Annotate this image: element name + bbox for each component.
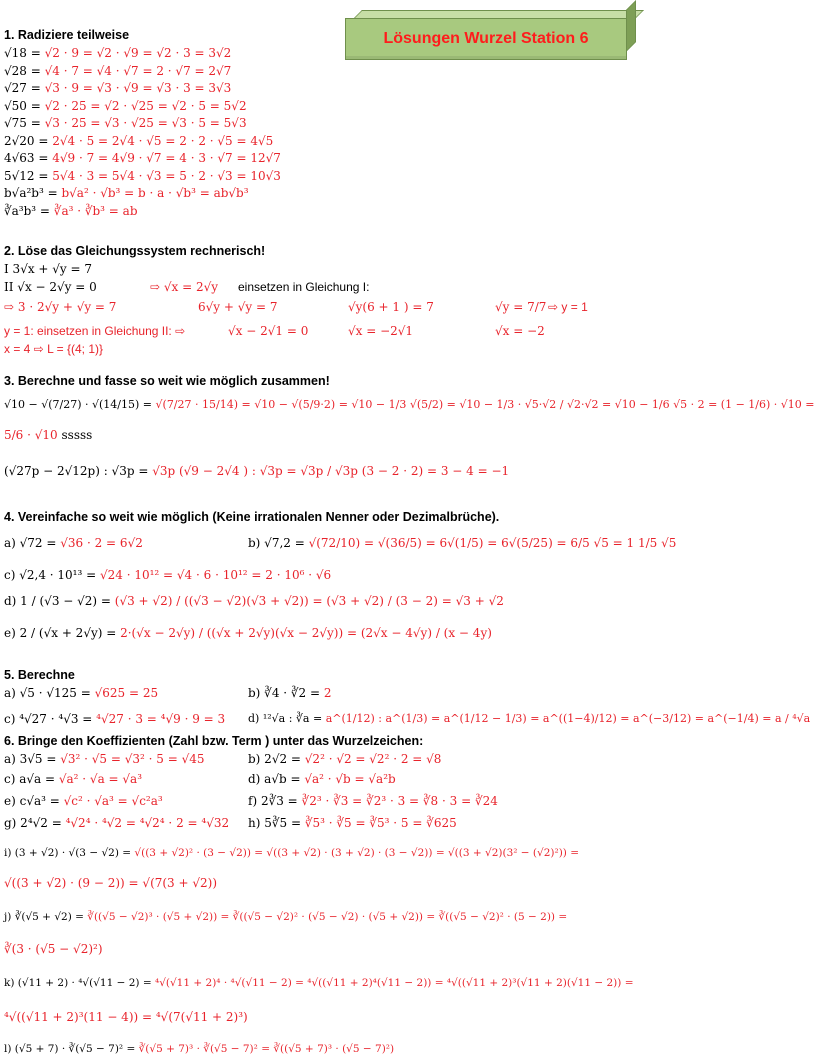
s1-row-left: 5√12 = [4, 168, 49, 183]
s1-row [4, 186, 249, 200]
s1-row-right: √4 · 7 = √4 · √7 = 2 · √7 = 2√7 [40, 63, 232, 78]
s6-k-line-1 [4, 976, 634, 990]
s4-c-right: √24 · 10¹² = √4 · 6 · 10¹² = 2 · 10⁶ · √6 [96, 568, 332, 582]
s6-f [248, 794, 498, 808]
substitution: ⇨ √x = 2√y [150, 280, 219, 294]
s1-row [4, 81, 231, 95]
s1-row [4, 151, 281, 165]
s6-e [4, 794, 163, 808]
s6-d-left: d) a√b = [248, 772, 301, 786]
s6-j-line-2: ∛(3 · (√5 − √2)²) [4, 942, 103, 956]
s6-g [4, 816, 229, 830]
s6-d [248, 772, 396, 786]
s4-d [4, 594, 504, 608]
section-4-heading: 4. Vereinfache so weit wie möglich (Keine irrationalen Nenner oder Dezimalbrüche). [4, 510, 500, 524]
s1-row-left: √18 = [4, 46, 41, 60]
s6-h-left: h) 5∛5 = [248, 816, 302, 830]
solution-set: x = 4 ⇨ L = {(4; 1)} [4, 342, 103, 356]
s4-b-right: √(72/10) = √(36/5) = 6√(1/5) = 6√(5/25) = 6/5 √5 = 1 1/5 √5 [304, 536, 677, 550]
equation-I: I 3√x + √y = 7 [4, 262, 93, 276]
substitution-note: einsetzen in Gleichung I: [238, 280, 370, 294]
s5-d-right: a^(1/12) : a^(1/3) = a^(1/12 − 1/3) = a^((1−4)/12) = a^(−3/12) = a^(−1/4) = a / ⁴√a [322, 712, 811, 725]
s4-c [4, 568, 331, 582]
s4-d-left: d) 1 / (√3 − √2) = [4, 594, 111, 608]
s4-e [4, 626, 492, 640]
s1-row-right: √3 · 9 = √3 · √9 = √3 · 3 = 3√3 [40, 81, 232, 95]
s1-row-right: √2 · 25 = √2 · √25 = √2 · 5 = 5√2 [40, 98, 247, 113]
s1-row-right: 2√4 · 5 = 2√4 · √5 = 2 · 2 · √5 = 4√5 [48, 133, 274, 148]
s3-task-1-left: √10 − √(7/27) · √(14/15) = [4, 398, 153, 411]
s4-a-left: a) √72 = [4, 536, 57, 550]
step-5: ⇨ y = 1 [548, 300, 588, 314]
s1-row-right: 4√9 · 7 = 4√9 · √7 = 4 · 3 · √7 = 12√7 [48, 151, 281, 165]
s3-task-2 [4, 464, 509, 478]
s4-d-right: (√3 + √2) / ((√3 − √2)(√3 + √2)) = (√3 + √2) / (3 − 2) = √3 + √2 [110, 594, 504, 608]
s6-j-right: ∛((√5 − √2)³ · (√5 + √2)) = ∛((√5 − √2)² · (√5 − √2) · (√5 + √2)) = ∛((√5 − √2)² · (5 − 2)) = [83, 911, 568, 923]
equation-II: II √x − 2√y = 0 [4, 280, 97, 294]
s1-row-right: √2 · 9 = √2 · √9 = √2 · 3 = 3√2 [40, 46, 232, 60]
section-3-heading: 3. Berechne und fasse so weit wie möglich zusammen! [4, 374, 330, 388]
s6-c-right: √a² · √a = √a³ [55, 772, 143, 786]
s6-h [248, 816, 457, 830]
s6-e-right: √c² · √a³ = √c²a³ [59, 794, 163, 808]
s1-row [4, 64, 231, 78]
s6-j-line-1 [4, 910, 567, 924]
s3-task-1-result [4, 428, 92, 442]
s3-result: 5/6 · √10 [4, 428, 58, 442]
step-2: 6√y + √y = 7 [198, 300, 278, 314]
s3-scribble: sssss [61, 428, 93, 442]
s6-f-left: f) 2∛3 = [248, 794, 298, 808]
s1-row [4, 204, 138, 218]
s5-c-right: ⁴√27 · 3 = ⁴√9 · 9 = 3 [92, 712, 226, 726]
s5-a-right: √625 = 25 [90, 686, 159, 700]
s3-task-2-right: √3p (√9 − 2√4 ) : √3p = √3p / √3p (3 − 2 · 2) = 3 − 4 = −1 [148, 464, 510, 478]
s5-d [248, 712, 810, 726]
s6-l-left: l) (√5 + 7) · ∛(√5 − 7)² = [4, 1043, 136, 1055]
s4-b-left: b) √7,2 = [248, 536, 305, 550]
s6-i-line-1 [4, 846, 579, 860]
s5-b [248, 686, 332, 700]
s1-row-left: √28 = [4, 63, 41, 78]
s6-c [4, 772, 142, 786]
banner-side-face [626, 0, 636, 52]
s6-a-left: a) 3√5 = [4, 752, 57, 766]
banner-title: Lösungen Wurzel Station 6 [345, 18, 627, 60]
s6-l-right: ∛(√5 + 7)³ · ∛(√5 − 7)² = ∛((√5 + 7)³ · (√5 − 7)²) [135, 1043, 395, 1055]
s6-d-right: √a² · √b = √a²b [300, 772, 396, 786]
section-5-heading: 5. Berechne [4, 668, 75, 682]
s3-task-2-left: (√27p − 2√12p) : √3p = [4, 464, 149, 478]
title-banner [345, 8, 640, 58]
s1-row [4, 116, 247, 130]
s1-row [4, 99, 247, 113]
s4-e-right: 2·(√x − 2√y) / ((√x + 2√y)(√x − 2√y)) = (2√x − 4√y) / (x − 4y) [116, 626, 492, 640]
step-6: y = 1: einsetzen in Gleichung II: ⇨ [4, 324, 186, 338]
s1-row-right: √3 · 25 = √3 · √25 = √3 · 5 = 5√3 [40, 116, 247, 130]
s6-f-right: ∛2³ · ∛3 = ∛2³ · 3 = ∛8 · 3 = ∛24 [297, 794, 498, 808]
step-3: √y(6 + 1 ) = 7 [348, 300, 434, 314]
s6-b [248, 752, 441, 766]
s4-a [4, 536, 143, 550]
s1-row-left: √27 = [4, 81, 41, 95]
section-1-heading: 1. Radiziere teilweise [4, 28, 130, 42]
s6-i-left: i) (3 + √2) · √(3 − √2) = [4, 847, 132, 859]
s6-k-line-2: ⁴√((√11 + 2)³(11 − 4)) = ⁴√(7(√11 + 2)³) [4, 1010, 248, 1024]
s5-b-right: 2 [320, 686, 332, 700]
s5-c [4, 712, 225, 726]
s6-i-line-2: √((3 + √2) · (9 − 2)) = √(7(3 + √2)) [4, 876, 218, 890]
s6-g-left: g) 2⁴√2 = [4, 816, 62, 830]
s3-task-1-right: √(7/27 · 15/14) = √10 − √(5/9·2) = √10 − 1/3 √(5/2) = √10 − 1/3 · √5·√2 / √2·√2 = √10 − 1/6 √5 · 2 = (1 − 1/6) · √10 = [152, 398, 815, 411]
s1-row-left: 4√63 = [4, 151, 49, 165]
s4-b [248, 536, 676, 550]
s1-row-right: 5√4 · 3 = 5√4 · √3 = 5 · 2 · √3 = 10√3 [48, 168, 281, 183]
s1-row-left: ∛a³b³ = [4, 203, 50, 218]
step-8: √x = −2√1 [348, 324, 414, 338]
s6-k-right: ⁴√(√11 + 2)⁴ · ⁴√(√11 − 2) = ⁴√((√11 + 2)⁴(√11 − 2)) = ⁴√((√11 + 2)³(√11 + 2)(√11 − 2)) = [151, 977, 634, 989]
step-4: √y = 7/7 [495, 300, 547, 314]
s1-row [4, 134, 273, 148]
s4-e-left: e) 2 / (√x + 2√y) = [4, 626, 117, 640]
s6-k-left: k) (√11 + 2) · ⁴√(√11 − 2) = [4, 977, 152, 989]
s6-b-left: b) 2√2 = [248, 752, 301, 766]
s6-h-right: ∛5³ · ∛5 = ∛5³ · 5 = ∛625 [301, 816, 457, 830]
s6-e-left: e) c√a³ = [4, 794, 60, 808]
s1-row [4, 46, 231, 60]
s5-b-left: b) ∛4 · ∛2 = [248, 686, 321, 700]
step-7: √x − 2√1 = 0 [228, 324, 309, 338]
s1-row-left: √75 = [4, 116, 41, 130]
s1-row-left: b√a²b³ = [4, 186, 58, 200]
s1-row-right: b√a² · √b³ = b · a · √b³ = ab√b³ [57, 186, 249, 200]
s5-d-left: d) ¹²√a : ∛a = [248, 712, 323, 725]
s4-a-right: √36 · 2 = 6√2 [56, 536, 143, 550]
s6-a [4, 752, 205, 766]
step-1: ⇨ 3 · 2√y + √y = 7 [4, 300, 117, 314]
s6-j-left: j) ∛(√5 + √2) = [4, 911, 84, 923]
s5-a [4, 686, 158, 700]
s3-task-1 [4, 398, 815, 412]
step-9: √x = −2 [495, 324, 545, 338]
s6-g-right: ⁴√2⁴ · ⁴√2 = ⁴√2⁴ · 2 = ⁴√32 [61, 816, 230, 830]
s1-row [4, 169, 281, 183]
s6-a-right: √3² · √5 = √3² · 5 = √45 [56, 752, 205, 766]
s5-a-left: a) √5 · √125 = [4, 686, 91, 700]
s1-row-left: √50 = [4, 98, 41, 113]
section-2-heading: 2. Löse das Gleichungssystem rechnerisch! [4, 244, 266, 258]
s5-c-left: c) ⁴√27 · ⁴√3 = [4, 712, 93, 726]
s6-c-left: c) a√a = [4, 772, 56, 786]
s1-row-right: ∛a³ · ∛b³ = ab [49, 203, 138, 218]
s1-row-left: 2√20 = [4, 133, 49, 148]
s6-b-right: √2² · √2 = √2² · 2 = √8 [300, 752, 442, 766]
s6-i-right: √((3 + √2)² · (3 − √2)) = √((3 + √2) · (3 + √2) · (3 − √2)) = √((3 + √2)(3² − (√2)²)) = [131, 847, 580, 859]
s4-c-left: c) √2,4 · 10¹³ = [4, 568, 97, 582]
s6-l-line-1 [4, 1042, 394, 1056]
section-6-heading: 6. Bringe den Koeffizienten (Zahl bzw. Term ) unter das Wurzelzeichen: [4, 734, 424, 748]
